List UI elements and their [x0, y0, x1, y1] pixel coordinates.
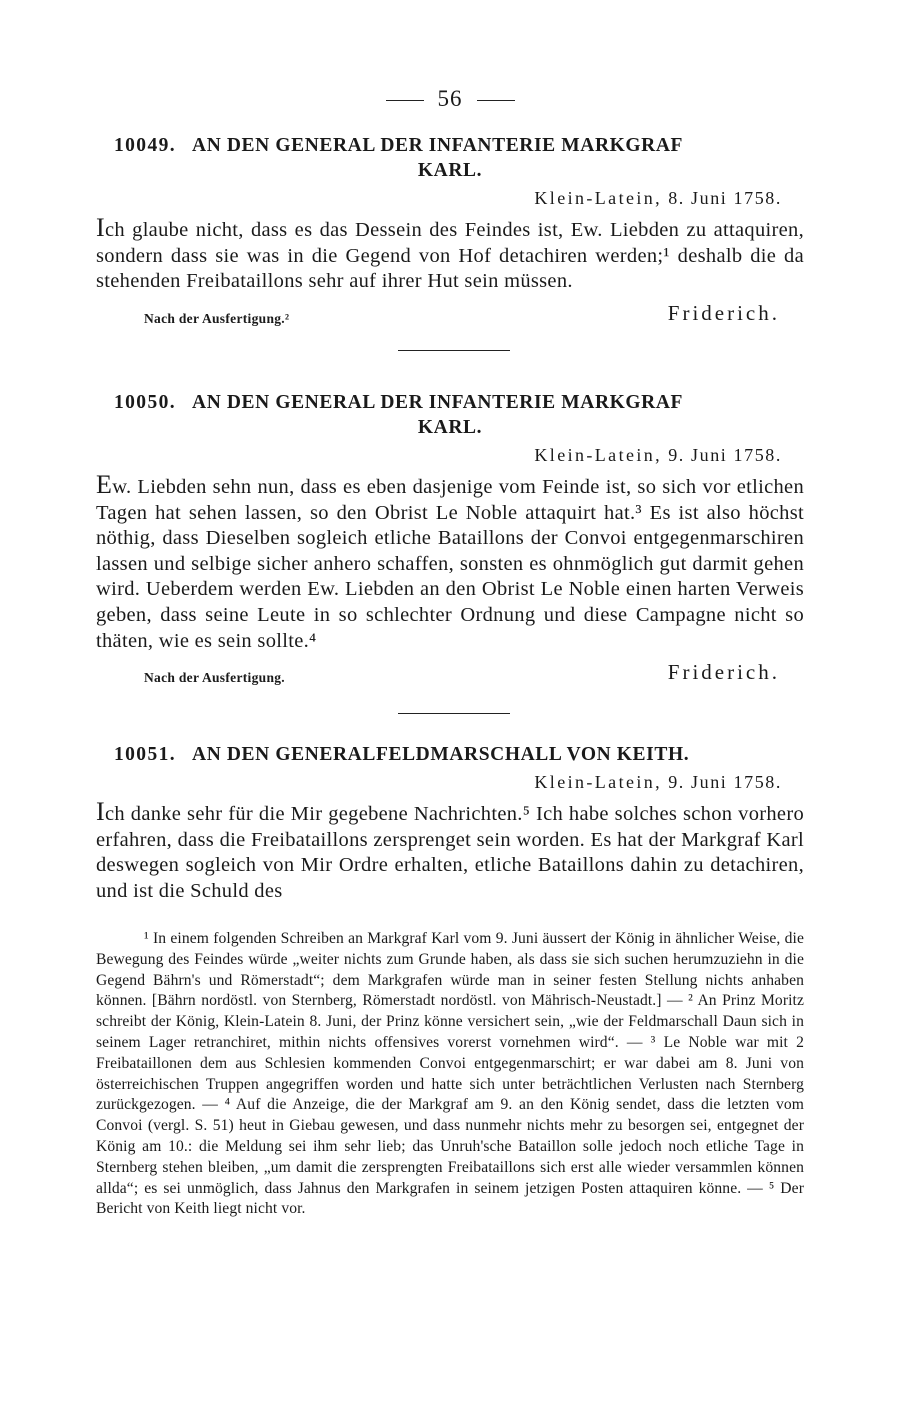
letter-10051	[96, 742, 804, 904]
signature: Friderich.	[667, 300, 780, 325]
heading-recipient-cont: KARL.	[417, 160, 483, 181]
letter-heading	[96, 133, 804, 183]
dateline-date: 9. Juni 1758.	[668, 445, 782, 465]
dateline	[96, 185, 804, 211]
page-number-value: 56	[437, 86, 463, 111]
footnotes	[96, 929, 804, 1220]
letter-body: Ich danke sehr für die Mir gegebene Nachrichten.⁵ Ich habe solches schon vorhero erfahren, dass die Freibataillons zersprenget sein worden. Es hat der Markgraf Karl deswegen sogleich von Mir Ordre erhalten, etliche Bataillons dahin zu detachiren, und ist die Schuld des	[96, 797, 804, 902]
dateline	[96, 769, 804, 795]
letter-body: Ew. Liebden sehn nun, dass es eben dasjenige vom Feinde ist, so sich vor etlichen Tagen hat sehen lassen, so den Obrist Le Noble attaquirt hat.³ Es ist also höchst nöthig, dass Dieselben sogleich etliche Bataillons der Convoi entgegenmarschiren lassen und selbige sicher anhero schaffen, sonsten es ohnmöglich gut darmit gehen wird. Ueberdem werden Ew. Liebden an den Obrist Le Noble einen harten Verweis geben, dass seine Leute in so schlechter Ordnung und diese Campagne nicht so thäten, wie es sein sollte.⁴	[96, 470, 804, 652]
signature-row	[96, 658, 804, 688]
source-note: Nach der Ausfertigung.²	[144, 310, 290, 326]
dateline	[96, 442, 804, 468]
page-number-dash-left	[386, 100, 424, 101]
signature-row	[96, 299, 804, 329]
letter-heading	[96, 390, 804, 440]
signature: Friderich.	[667, 660, 780, 685]
page-number	[0, 86, 900, 112]
section-divider	[398, 713, 510, 714]
page-number-dash-right	[477, 100, 515, 101]
dateline-date: 8. Juni 1758.	[668, 188, 782, 208]
letter-10049	[96, 133, 804, 329]
heading-recipient: AN DEN GENERALFELDMARSCHALL VON KEITH.	[192, 744, 690, 765]
letter-number: 10050.	[114, 392, 177, 413]
letter-number: 10049.	[114, 135, 177, 156]
source-note: Nach der Ausfertigung.	[144, 670, 285, 686]
dateline-place: Klein-Latein,	[534, 772, 663, 792]
heading-recipient-cont: KARL.	[417, 417, 483, 438]
section-divider	[398, 350, 510, 351]
dateline-place: Klein-Latein,	[534, 188, 663, 208]
letter-body: Ich glaube nicht, dass es das Dessein des Feindes ist, Ew. Liebden zu attaquiren, sondern dass sie was in die Gegend von Hof detachiren werden;¹ deshalb die da stehenden Freibataillons sehr auf ihrer Hut sein müssen.	[96, 213, 804, 293]
letter-heading	[96, 742, 804, 767]
heading-recipient: AN DEN GENERAL DER INFANTERIE MARKGRAF	[192, 392, 684, 413]
footnote-text: ¹ In einem folgenden Schreiben an Markgraf Karl vom 9. Juni äussert der König in ähnlicher Weise, die Bewegung des Feindes würde „weiter nichts zum Grunde haben, als dass sie sich suchen herumzuziehn in die Gegend Bährn's und Römerstadt“; dem Markgrafen würde man in seiner festen Stellung nichts anhaben können. [Bährn nordöstl. von Sternberg, Römerstadt nordöstl. von Mährisch-Neustadt.] — ² An Prinz Moritz schreibt der König, Klein-Latein 8. Juni, der Prinz könne versichert sein, „wie der Feldmarschall Daun sich in seinem Lager retranchiret, mithin nichts offensives vorerst vornehmen wird“. — ³ Le Noble war mit 2 Freibataillonen dem aus Schlesien kommenden Convoi entgegenmarschirt; er war dabei am 8. Juni von österreichischen Truppen angegriffen worden und hatte sich unter beträchtlichen Verlusten nach Sternberg zurückgezogen. — ⁴ Auf die Anzeige, die der Markgraf am 9. an den König sendet, dass die letzten vom Convoi (vergl. S. 51) heut in Giebau gewesen, und dass nunmehr nichts mehr zu besorgen sei, entgegnet der König am 10.: die Meldung sei ihm sehr lieb; das Unruh'sche Bataillon solle jedoch noch etliche Tage in Sternberg stehen bleiben, „um damit die zersprengten Freibataillons sich erst alle wieder versammlen können allda“; es sei unmöglich, dass Jahnus den Markgrafen in seinem jetzigen Posten attaquiren könne. — ⁵ Der Bericht von Keith liegt nicht vor.	[96, 930, 804, 1218]
dateline-date: 9. Juni 1758.	[668, 772, 782, 792]
dateline-place: Klein-Latein,	[534, 445, 663, 465]
heading-recipient: AN DEN GENERAL DER INFANTERIE MARKGRAF	[192, 135, 684, 156]
letter-10050	[96, 390, 804, 688]
letter-number: 10051.	[114, 744, 177, 765]
